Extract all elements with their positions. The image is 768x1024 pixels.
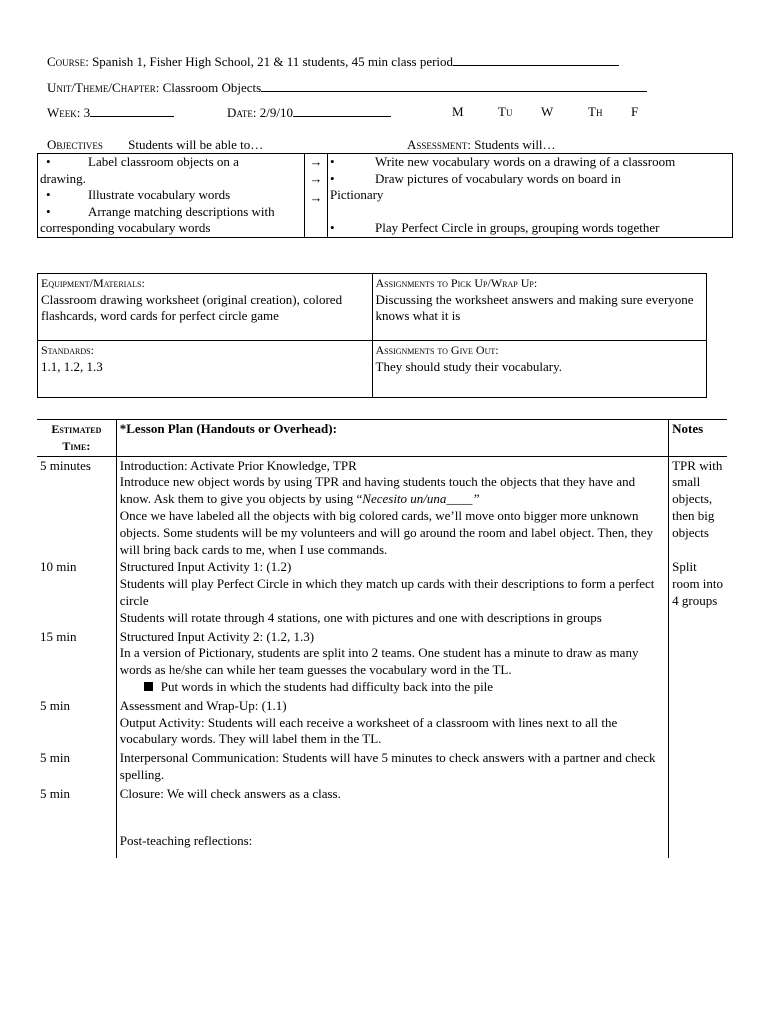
assessment-intro: Students will… (474, 137, 556, 152)
reflections-label: Post-teaching reflections: (119, 832, 253, 848)
row-italic: Necesito un/una____” (362, 491, 480, 507)
row-text: Students will rotate through 4 stations, one with pictures and one with descriptions in groups (119, 609, 602, 625)
objective-item-cont: corresponding vocabulary words (40, 220, 211, 235)
row-title: Interpersonal Communication: Students will have 5 minutes to check answers with a partner and check spelling. (116, 749, 668, 785)
week-line: Week: 3 (47, 104, 174, 121)
giveout-label: Assignments to Give Out: (375, 343, 499, 357)
table-row (37, 628, 727, 697)
day-f: F (631, 104, 639, 119)
row-text: Students will play Perfect Circle in which they match up cards with their descriptions to form a perfect circle (119, 576, 655, 608)
objective-item: Label classroom objects on a (88, 154, 239, 169)
table-row (37, 785, 727, 859)
unit-label: Unit/Theme/Chapter (47, 80, 156, 95)
course-line: Course: Spanish 1, Fisher High School, 21 & 11 students, 45 min class period (47, 53, 619, 70)
assessment-label: Assessment (407, 137, 468, 152)
standards-label: Standards: (41, 343, 94, 357)
assessment-heading: Assessment: Students will… (407, 137, 556, 152)
row-title: Structured Input Activity 1: (1.2) (119, 559, 292, 575)
day-m: M (452, 104, 464, 119)
day-th: Th (588, 104, 603, 119)
row-time: 5 min (37, 749, 116, 785)
assessment-item: Write new vocabulary words on a drawing of a classroom (375, 154, 676, 169)
week-value: 3 (83, 105, 91, 120)
assessment-item: Draw pictures of vocabulary words on board in (375, 170, 621, 186)
giveout-cell (372, 341, 707, 398)
row-notes: Split room into 4 groups (672, 559, 724, 608)
col-notes: Notes (669, 420, 727, 457)
col-estimated-time: Estimated Time: (37, 420, 116, 457)
week-label: Week (47, 105, 77, 120)
row-text: Introduce new object words by using TPR and having students touch the objects that they have and know. Ask them to give you objects by using “ (119, 474, 636, 507)
objectives-label: Objectives (47, 137, 103, 152)
col-lesson-plan: *Lesson Plan (Handouts or Overhead): (116, 420, 668, 457)
row-text: In a version of Pictionary, students are split into 2 teams. One student has a minute to draw as many words as he/she can while her team guesses the vocabulary word in the TL. (119, 645, 639, 678)
arrow-column (305, 154, 328, 238)
table-row (37, 749, 727, 785)
table-row (37, 456, 727, 559)
unit-line: Unit/Theme/Chapter: Classroom Objects (47, 79, 647, 96)
standards-text: 1.1, 1.2, 1.3 (41, 358, 103, 374)
objectives-heading (47, 137, 263, 153)
equipment-text: Classroom drawing worksheet (original creation), colored flashcards, word cards for perfect circle game (41, 291, 343, 323)
materials-table (37, 273, 707, 398)
date-label: Date (227, 105, 253, 120)
date-value: 2/9/10 (259, 105, 293, 120)
objective-item: Arrange matching descriptions with (88, 203, 275, 219)
row-notes: TPR with small objects, then big objects (672, 457, 723, 540)
row-text: Output Activity: Students will each receive a worksheet of a classroom with lines next to all the vocabulary words. They will label them in the TL. (119, 714, 618, 747)
objective-item: Illustrate vocabulary words (88, 187, 231, 202)
assessment-item: Play Perfect Circle in groups, grouping words together (375, 220, 660, 235)
giveout-text: They should study their vocabulary. (375, 358, 563, 374)
lesson-plan-table (37, 419, 727, 858)
objective-item-cont: drawing. (40, 170, 86, 186)
assessment-cell: • Write new vocabulary words on a drawing of a classroom • Draw pictures of vocabulary words on board in Pictionary • Play Perfect Circle in groups, grouping words together (328, 154, 733, 238)
row-time: 5 min (37, 785, 116, 859)
day-w: W (541, 104, 554, 119)
equipment-cell (38, 274, 373, 341)
arrow-icon: → (309, 190, 323, 205)
row-time: 15 min (37, 628, 116, 697)
course-value: Spanish 1, Fisher High School, 21 & 11 students, 45 min class period (92, 54, 454, 69)
arrow-icon: → (309, 154, 323, 169)
objectives-intro: Students will be able to… (128, 137, 264, 152)
day-tu: Tu (498, 104, 513, 119)
square-bullet-icon (144, 682, 153, 691)
table-row (37, 697, 727, 749)
unit-value: Classroom Objects (162, 80, 262, 95)
course-label: Course (47, 54, 86, 69)
equipment-label: Equipment/Materials: (41, 276, 145, 290)
objectives-table (37, 153, 733, 238)
row-title: Introduction: Activate Prior Knowledge, TPR (119, 457, 357, 473)
row-title: Structured Input Activity 2: (1.2, 1.3) (119, 628, 315, 644)
table-row (37, 559, 727, 627)
objectives-cell: • Label classroom objects on a drawing. • Illustrate vocabulary words • Arrange matching descriptions with corresponding vocabulary words (38, 154, 305, 238)
pickup-label: Assignments to Pick Up/Wrap Up: (375, 276, 538, 290)
row-time: 5 minutes (37, 456, 116, 559)
pickup-text: Discussing the worksheet answers and making sure everyone knows what it is (375, 291, 694, 323)
assessment-item-cont: Pictionary (330, 187, 384, 202)
date-line: Date: 2/9/10 (227, 104, 391, 121)
row-time: 5 min (37, 697, 116, 749)
row-title: Assessment and Wrap-Up: (1.1) (119, 697, 287, 713)
row-title: Closure: We will check answers as a class. (119, 785, 341, 801)
row-text: Once we have labeled all the objects with big colored cards, we’ll move onto bigger more unknown objects. Some students will be my volunteers and will go around the room and label object. Then, they will bring back cards to me, when I use commands. (119, 507, 654, 557)
standards-cell (38, 341, 373, 398)
row-text: Put words in which the students had difficulty back into the pile (160, 678, 494, 694)
pickup-cell (372, 274, 707, 341)
row-time: 10 min (37, 559, 116, 627)
arrow-icon: → (309, 170, 323, 186)
